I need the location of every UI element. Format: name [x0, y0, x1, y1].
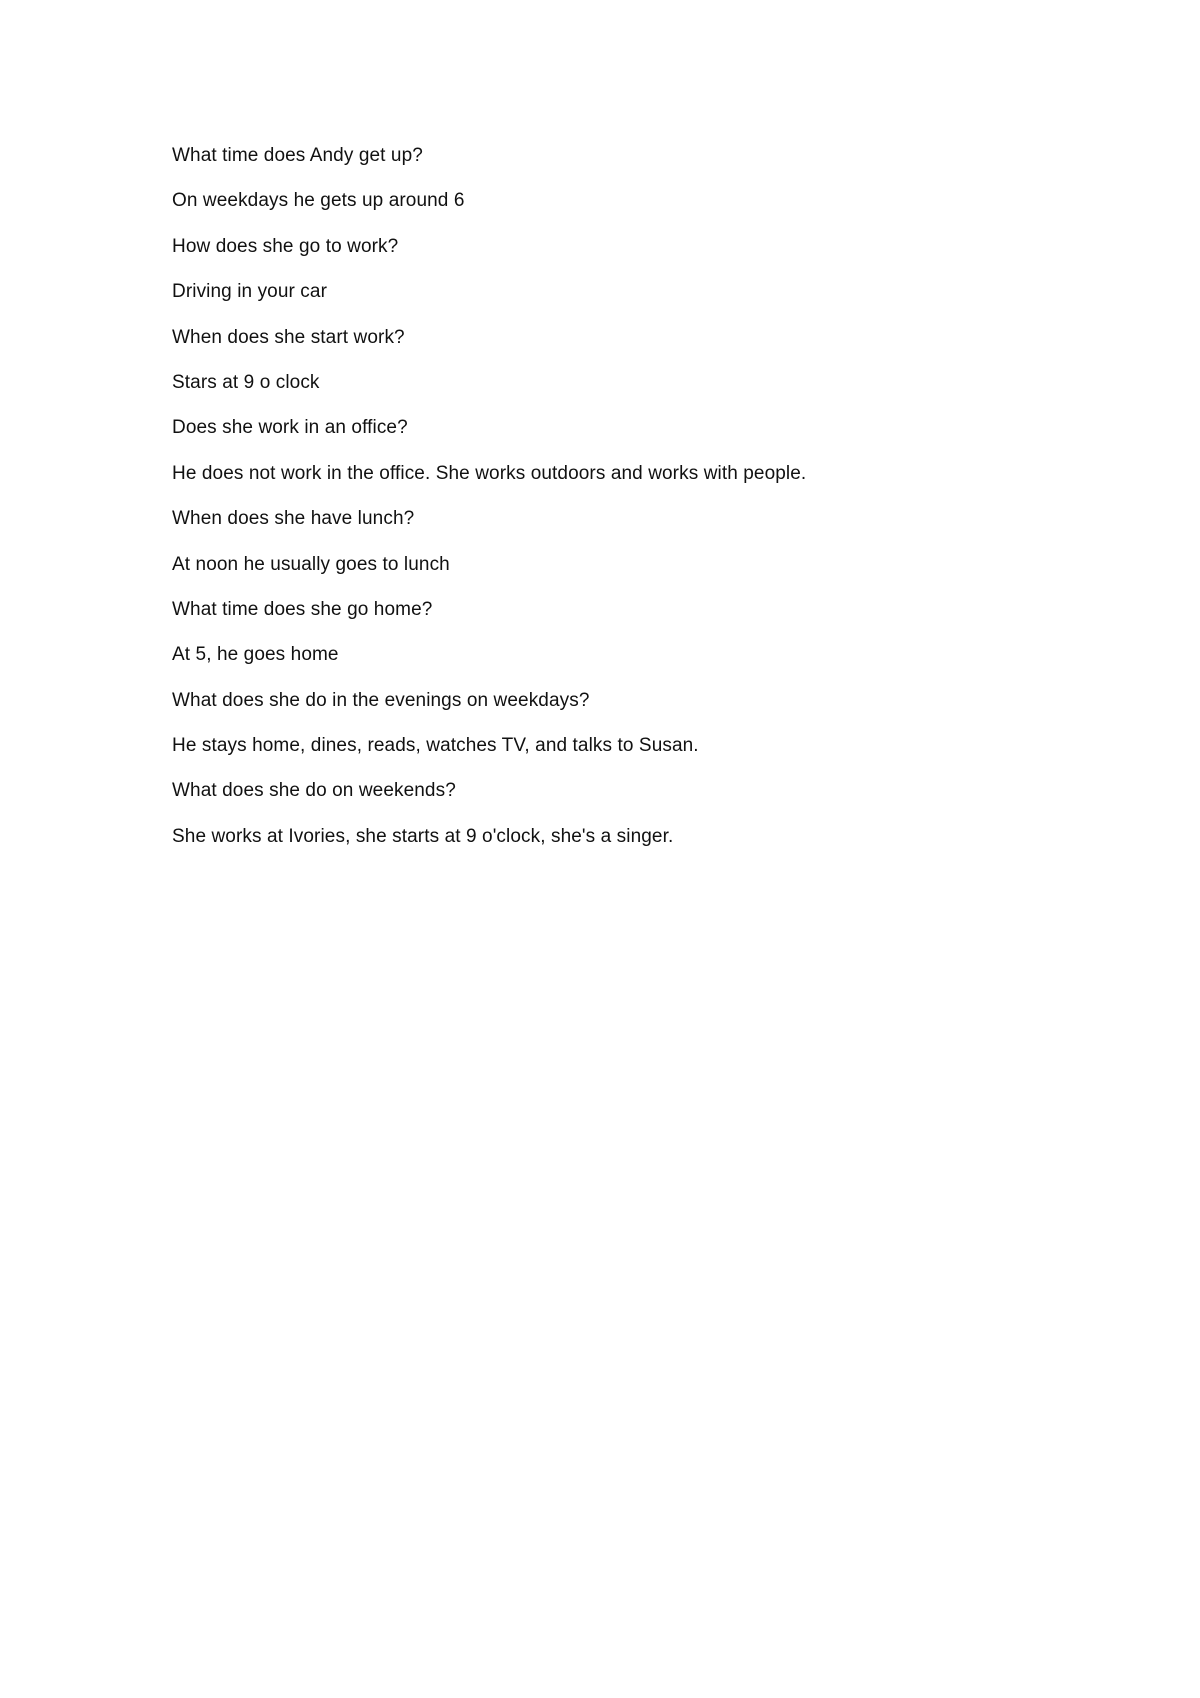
answer-line: She works at Ivories, she starts at 9 o'clock, she's a singer. [172, 825, 674, 847]
question-line: Does she work in an office? [172, 417, 408, 439]
question-line: What does she do in the evenings on weekdays? [172, 689, 590, 711]
question-line: When does she have lunch? [172, 508, 415, 530]
answer-line: On weekdays he gets up around 6 [172, 190, 465, 212]
answer-line: He does not work in the office. She works outdoors and works with people. [172, 462, 807, 484]
question-line: What does she do on weekends? [172, 780, 456, 802]
question-line: When does she start work? [172, 326, 405, 348]
answer-line: At 5, he goes home [172, 644, 339, 666]
question-line: How does she go to work? [172, 235, 399, 257]
question-line: What time does she go home? [172, 598, 433, 620]
document-body [172, 143, 1132, 869]
answer-line: He stays home, dines, reads, watches TV, and talks to Susan. [172, 735, 699, 757]
answer-line: At noon he usually goes to lunch [172, 553, 450, 575]
answer-line: Stars at 9 o clock [172, 371, 320, 393]
answer-line: Driving in your car [172, 281, 328, 303]
question-line: What time does Andy get up? [172, 145, 423, 166]
